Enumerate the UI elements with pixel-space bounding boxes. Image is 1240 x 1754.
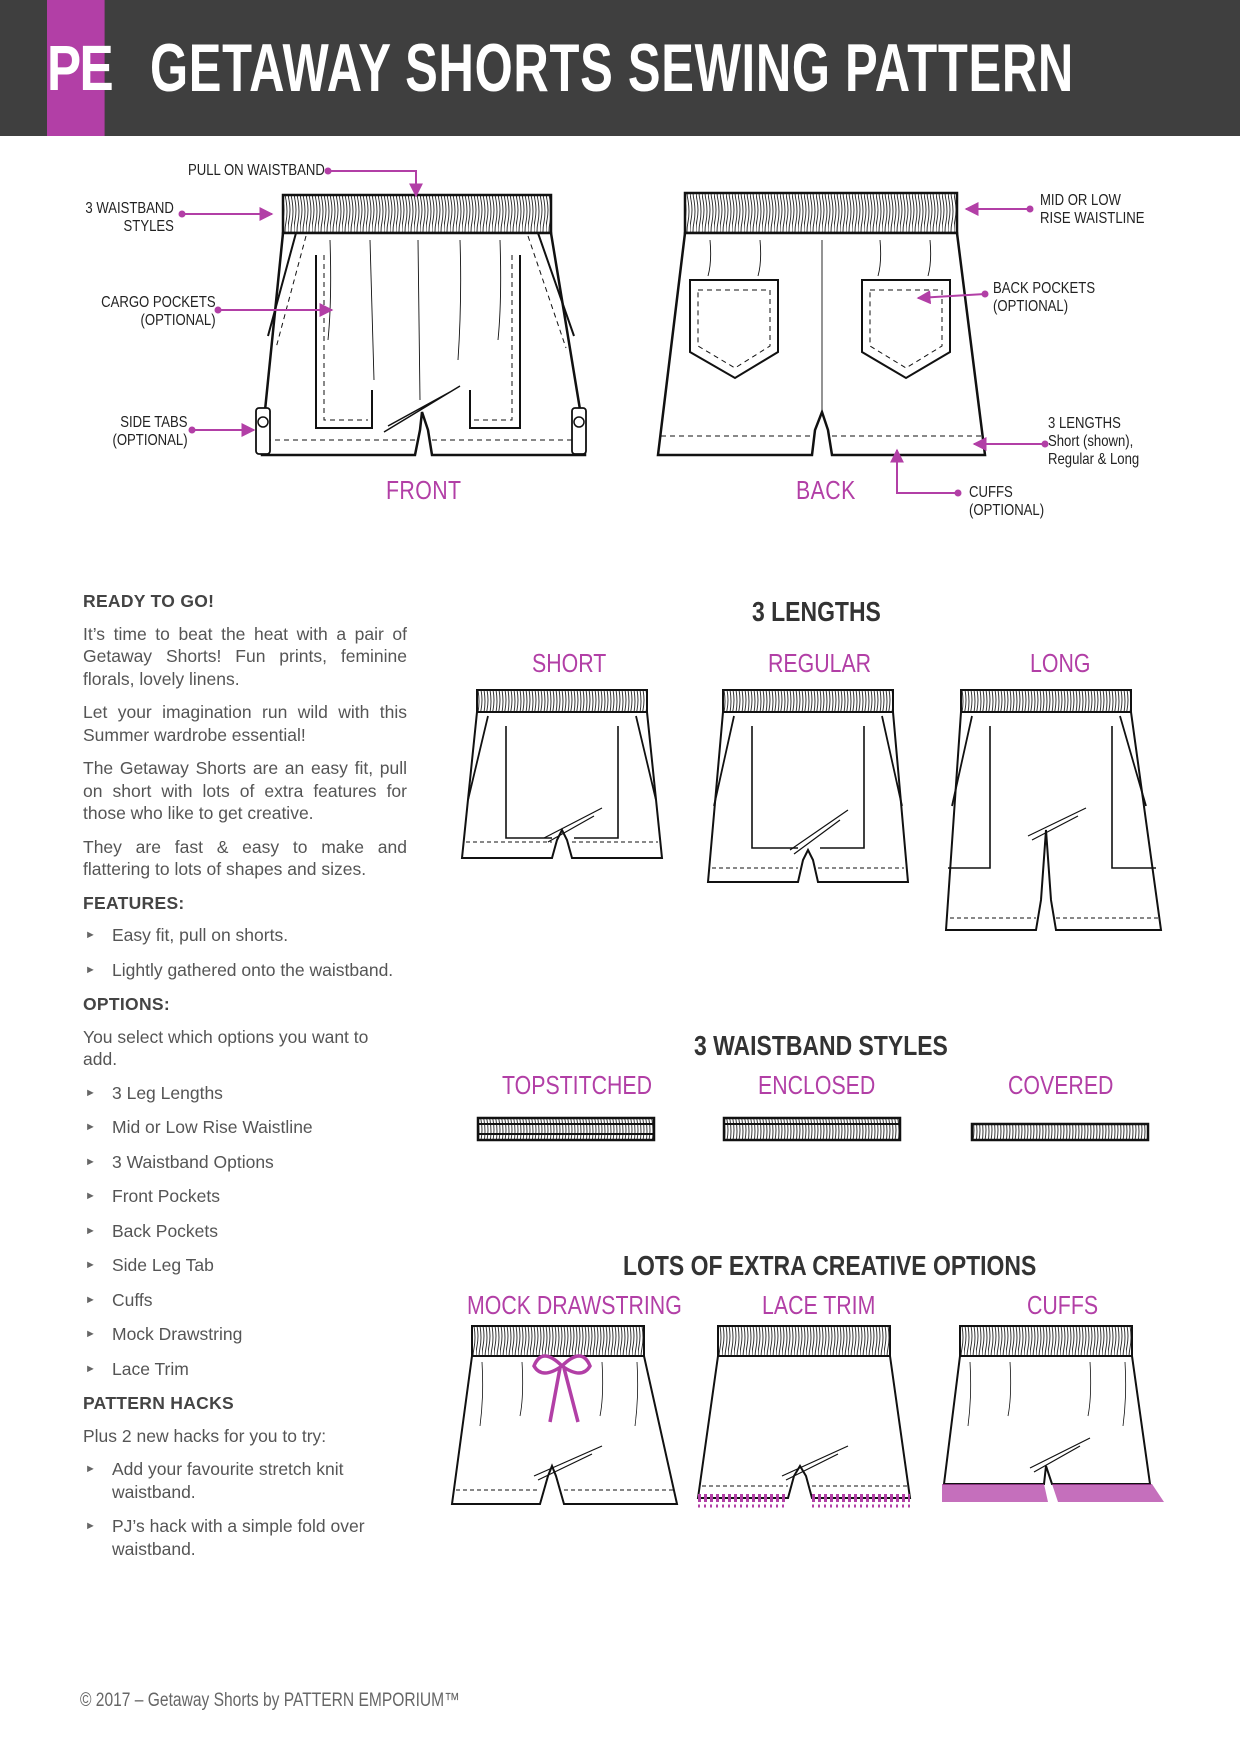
extra-label-lace-trim: LACE TRIM xyxy=(762,1290,876,1320)
back-pockets-line-1: BACK POCKETS xyxy=(993,280,1096,297)
list-item-text: Side Leg Tab xyxy=(112,1255,214,1275)
lengths-line-3: Regular & Long xyxy=(1048,451,1140,468)
list-item-text: Mock Drawstring xyxy=(112,1324,243,1344)
length-label-short: SHORT xyxy=(532,648,607,678)
list-item-text: Mid or Low Rise Waistline xyxy=(112,1117,313,1137)
hacks-heading: PATTERN HACKS xyxy=(83,1393,235,1413)
bullet-icon: ► xyxy=(85,1190,96,1202)
list-item-text: Add your favourite stretch knit waistband. xyxy=(112,1459,344,1502)
intro-paragraph-2: Let your imagination run wild with this Summer wardrobe essential! xyxy=(83,702,407,745)
side-tabs-line-2: (OPTIONAL) xyxy=(112,432,188,449)
list-item-text: Easy fit, pull on shorts. xyxy=(112,925,289,945)
cargo-pockets-line-1: CARGO POCKETS xyxy=(101,294,216,311)
intro-paragraph-3: The Getaway Shorts are an easy fit, pull on short with lots of extra features for those who like to get creative. xyxy=(83,758,407,823)
back-pockets-line-2: (OPTIONAL) xyxy=(993,298,1069,315)
bullet-icon: ► xyxy=(85,1293,96,1306)
options-intro: You select which options you want to add. xyxy=(83,1026,369,1069)
cuffs-illustration xyxy=(942,1326,1164,1502)
bullet-icon: ► xyxy=(85,1086,96,1099)
length-label-long: LONG xyxy=(1030,648,1091,678)
waistband-styles-line-1: 3 WAISTBAND xyxy=(85,200,174,217)
list-item-text: Front Pockets xyxy=(112,1186,220,1206)
list-item-text: PJ’s hack with a simple fold over waistband. xyxy=(112,1516,365,1559)
lengths-section-title: 3 LENGTHS xyxy=(752,596,881,627)
front-view-label: FRONT xyxy=(386,475,462,505)
intro-heading: READY TO GO! xyxy=(83,591,215,611)
copyright-footer: © 2017 – Getaway Shorts by PATTERN EMPORIUM™ xyxy=(80,1690,460,1711)
bullet-icon: ► xyxy=(85,1155,96,1168)
page-title: GETAWAY SHORTS SEWING PATTERN xyxy=(150,30,1075,106)
bullet-icon: ► xyxy=(85,929,96,941)
bullet-icon: ► xyxy=(85,1259,96,1271)
extra-label-cuffs: CUFFS xyxy=(1027,1290,1099,1320)
cuffs-line-1: CUFFS xyxy=(969,484,1013,501)
bullet-icon: ► xyxy=(85,1121,96,1133)
cargo-pockets-line-2: (OPTIONAL) xyxy=(140,312,216,329)
brand-logo: PE xyxy=(47,0,105,136)
back-view-label: BACK xyxy=(796,475,856,505)
waistband-section-title: 3 WAISTBAND STYLES xyxy=(694,1030,948,1061)
mock-drawstring-illustration xyxy=(452,1326,677,1504)
extras-section-title: LOTS OF EXTRA CREATIVE OPTIONS xyxy=(623,1250,1037,1281)
hacks-intro: Plus 2 new hacks for you to try: xyxy=(83,1425,327,1446)
waistband-label-covered: COVERED xyxy=(1008,1070,1114,1100)
waistband-styles-line-2: STYLES xyxy=(123,218,174,235)
bullet-icon: ► xyxy=(85,1463,96,1475)
extra-label-mock-drawstring: MOCK DRAWSTRING xyxy=(467,1290,682,1320)
cuffs-line-2: (OPTIONAL) xyxy=(969,502,1045,519)
bullet-icon: ► xyxy=(85,1224,96,1237)
options-heading: OPTIONS: xyxy=(83,994,170,1014)
list-item-text: 3 Waistband Options xyxy=(112,1151,274,1172)
side-tabs-line-1: SIDE TABS xyxy=(120,414,188,431)
bullet-icon: ► xyxy=(85,1328,96,1340)
lengths-line-2: Short (shown), xyxy=(1048,433,1134,450)
intro-paragraph-1: It’s time to beat the heat with a pair of Getaway Shorts! Fun prints, feminine florals, lovely linens. xyxy=(83,623,407,689)
intro-paragraph-4: They are fast & easy to make and flattering to lots of shapes and sizes. xyxy=(83,836,407,879)
lengths-line-1: 3 LENGTHS xyxy=(1048,415,1121,432)
list-item-text: 3 Leg Lengths xyxy=(112,1082,223,1103)
rise-line-2: RISE WAISTLINE xyxy=(1040,210,1145,227)
bullet-icon: ► xyxy=(85,1520,96,1532)
waistband-label-topstitched: TOPSTITCHED xyxy=(502,1070,653,1100)
bullet-icon: ► xyxy=(85,1362,96,1375)
list-item-text: Lace Trim xyxy=(112,1358,189,1379)
pull-on-waistband-label: PULL ON WAISTBAND xyxy=(188,162,325,179)
features-heading: FEATURES: xyxy=(83,892,185,913)
bullet-icon: ► xyxy=(85,963,96,976)
lace-trim-illustration xyxy=(698,1326,910,1506)
list-item-text: Cuffs xyxy=(112,1289,153,1310)
waistband-label-enclosed: ENCLOSED xyxy=(758,1070,876,1100)
length-label-regular: REGULAR xyxy=(768,648,872,678)
list-item-text: Lightly gathered onto the waistband. xyxy=(112,959,394,980)
list-item-text: Back Pockets xyxy=(112,1220,219,1241)
rise-line-1: MID OR LOW xyxy=(1040,192,1121,209)
